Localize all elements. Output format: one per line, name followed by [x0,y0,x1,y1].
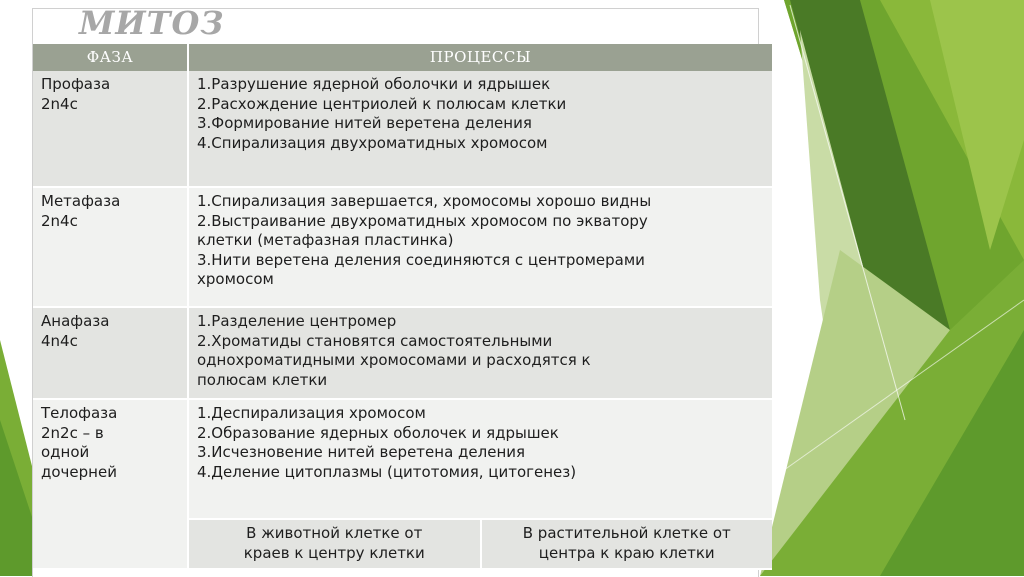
process-item: 1.Разделение центромер [197,312,397,330]
process-item: 3.Формирование нитей веретена деления [197,114,532,132]
phase-cell [33,307,188,399]
table-row-telophase [33,399,772,519]
process-item: 2.Образование ядерных оболочек и ядрышек [197,423,559,442]
animal-cell-line: краев к центру клетки [243,543,425,562]
header-processes: ПРОЦЕССЫ [188,44,772,71]
process-item: однохроматидными хромосомами и расходятся к [197,351,591,369]
processes-cell [188,71,772,187]
mitosis-phase-table [33,44,772,570]
header-phase: ФАЗА [33,44,188,71]
process-item: 3.Нити веретена деления соединяются с центромерами [197,250,645,269]
process-item: 4.Спирализация двухроматидных хромосом [197,133,548,152]
cytokinesis-cell [188,519,772,569]
table-row-prophase [33,71,772,187]
phase-name: Профаза [41,75,111,93]
processes-cell [188,307,772,399]
processes-cell [188,187,772,307]
process-item: 1.Разрушение ядерной оболочки и ядрышек [197,75,551,93]
process-item: клетки (метафазная пластинка) [197,231,454,249]
plant-cell-line: В растительной клетке от [522,524,731,542]
plant-cell-note [482,520,773,568]
process-item: полюсам клетки [197,370,328,389]
phase-name: Анафаза [41,312,110,330]
table-row-metaphase [33,187,772,307]
process-item: 1.Спирализация завершается, хромосомы хорошо видны [197,192,652,210]
phase-formula: одной [41,443,90,461]
process-item: 2.Выстраивание двухроматидных хромосом по экватору [197,211,648,230]
process-item: 1.Деспирализация хромосом [197,404,426,422]
table-header-row [33,44,772,71]
phase-formula: 2n2c – в [41,423,104,442]
phase-formula: дочерней [41,462,117,481]
phase-formula: 2n4c [41,211,78,230]
process-item: 4.Деление цитоплазмы (цитотомия, цитогенез) [197,462,577,481]
phase-name: Телофаза [41,404,118,422]
phase-cell [33,399,188,569]
animal-cell-line: В животной клетке от [246,524,423,542]
process-item: 3.Исчезновение нитей веретена деления [197,443,526,461]
phase-cell [33,187,188,307]
phase-formula: 4n4c [41,331,78,350]
plant-cell-line: центра к краю клетки [538,543,715,562]
processes-cell [188,399,772,519]
process-item: 2.Хроматиды становятся самостоятельными [197,331,553,350]
phase-cell [33,71,188,187]
slide-title: МИТОЗ [79,4,225,42]
process-item: 2.Расхождение центриолей к полюсам клетки [197,94,567,113]
phase-name: Метафаза [41,192,121,210]
animal-cell-note [189,520,482,568]
table-row-anaphase [33,307,772,399]
process-item: хромосом [197,270,274,288]
phase-formula: 2n4c [41,94,78,113]
